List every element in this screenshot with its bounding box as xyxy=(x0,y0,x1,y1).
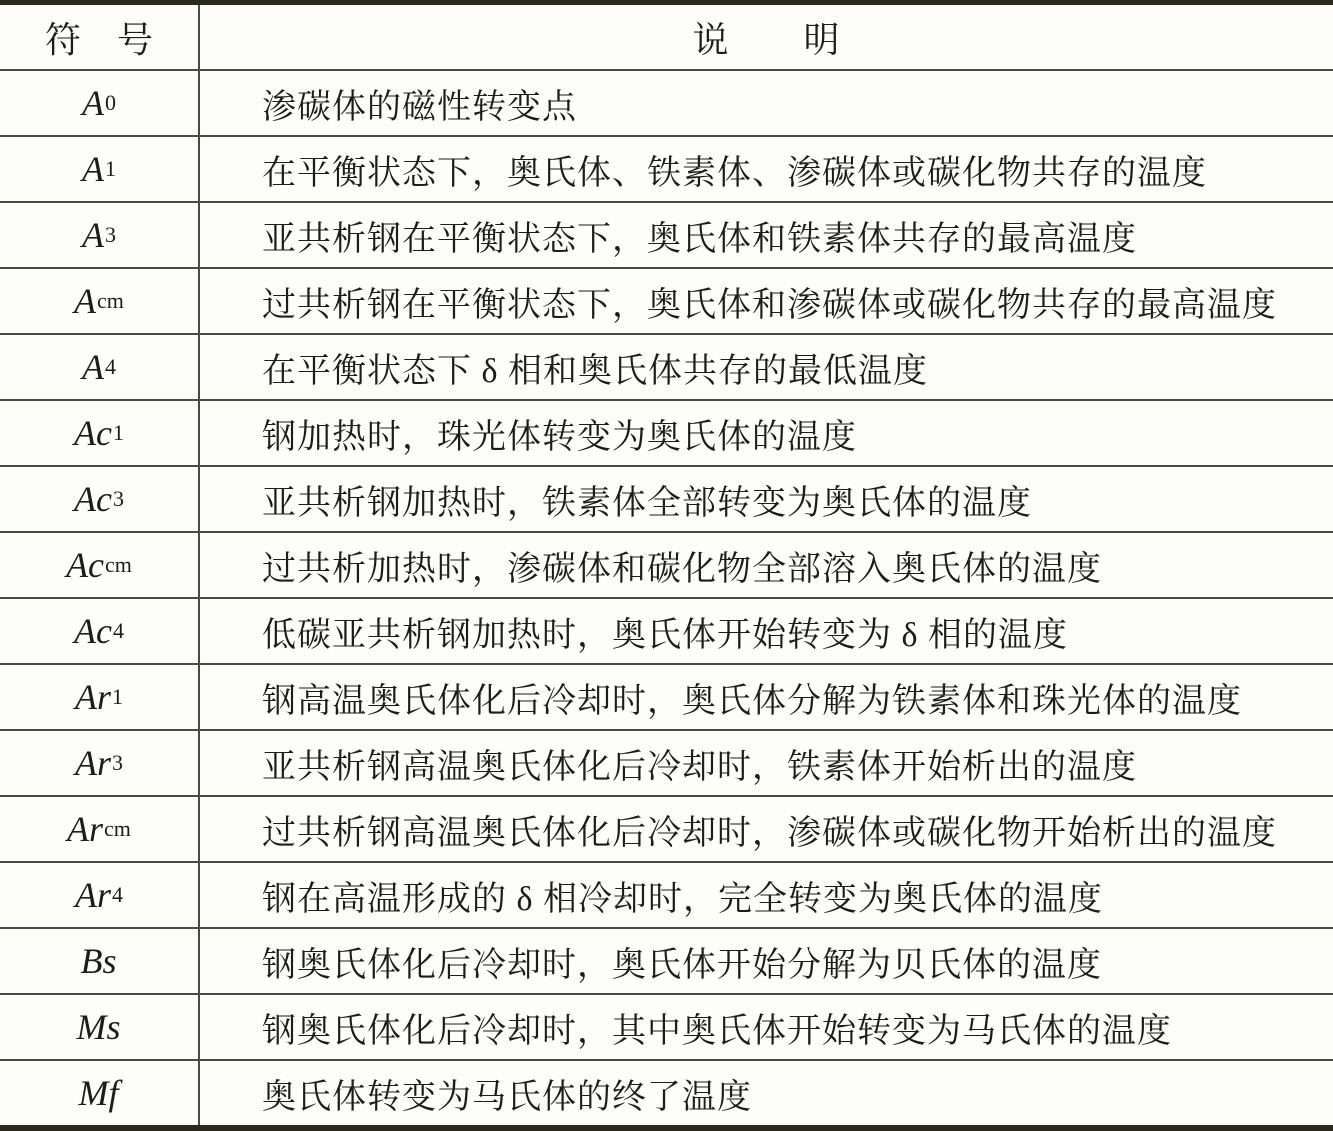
symbol-cell: A 4 xyxy=(0,335,200,399)
symbol-cell: Ar 3 xyxy=(0,731,200,795)
description-cell xyxy=(200,797,1333,861)
header-symbol: 符 号 xyxy=(0,5,200,69)
symbol-cell: A 0 xyxy=(0,71,200,135)
table-row xyxy=(0,203,1333,269)
symbol-base: A xyxy=(74,281,97,321)
symbol-cell: Ar cm xyxy=(0,797,200,861)
symbol-base: A xyxy=(82,215,104,255)
description-cell xyxy=(200,1061,1333,1125)
description-cell xyxy=(200,533,1333,597)
table-row xyxy=(0,731,1333,797)
symbol-cell xyxy=(0,929,200,993)
table-row xyxy=(0,665,1333,731)
description-text: 钢奥氏体化后冷却时，其中奥氏体开始转变为马氏体的温度 xyxy=(262,1012,1172,1050)
description-cell xyxy=(200,599,1333,663)
symbol-base: Ar xyxy=(75,743,111,783)
table-row xyxy=(0,401,1333,467)
description-cell xyxy=(200,467,1333,531)
symbol-base: A xyxy=(82,149,104,189)
symbol-base: Ac xyxy=(74,413,112,453)
symbol-base: Ar xyxy=(75,677,111,717)
description-cell xyxy=(200,269,1333,333)
description-cell xyxy=(200,203,1333,267)
description-cell xyxy=(200,665,1333,729)
table-row xyxy=(0,335,1333,401)
table-header-row xyxy=(0,5,1333,71)
symbol-base: A xyxy=(82,347,104,387)
description-cell xyxy=(200,335,1333,399)
symbol-cell: Ac 4 xyxy=(0,599,200,663)
description-text: 在平衡状态下，奥氏体、铁素体、渗碳体或碳化物共存的温度 xyxy=(262,154,1207,192)
symbol-base: Ac xyxy=(66,545,105,585)
symbol-base: Ar xyxy=(67,809,104,849)
description-text: 奥氏体转变为马氏体的终了温度 xyxy=(262,1078,752,1116)
description-cell xyxy=(200,995,1333,1059)
description-text: 钢在高温形成的 δ 相冷却时，完全转变为奥氏体的温度 xyxy=(262,880,1104,918)
symbol-base: Bs xyxy=(80,941,117,981)
description-text: 亚共析钢在平衡状态下，奥氏体和铁素体共存的最高温度 xyxy=(262,220,1137,258)
symbol-cell: Ac 3 xyxy=(0,467,200,531)
description-text: 钢奥氏体化后冷却时，奥氏体开始分解为贝氏体的温度 xyxy=(262,946,1102,984)
symbol-base: Ar xyxy=(75,875,111,915)
description-text: 在平衡状态下 δ 相和奥氏体共存的最低温度 xyxy=(262,352,929,390)
table-row xyxy=(0,863,1333,929)
description-cell xyxy=(200,71,1333,135)
table-row xyxy=(0,467,1333,533)
symbol-cell: Ac cm xyxy=(0,533,200,597)
symbol-cell: Ar 1 xyxy=(0,665,200,729)
description-text: 渗碳体的磁性转变点 xyxy=(262,88,577,126)
symbol-cell: Ar 4 xyxy=(0,863,200,927)
description-cell xyxy=(200,137,1333,201)
symbol-base: A xyxy=(82,83,104,123)
table-row xyxy=(0,995,1333,1061)
description-text: 亚共析钢加热时，铁素体全部转变为奥氏体的温度 xyxy=(262,484,1032,522)
symbol-cell xyxy=(0,1061,200,1125)
symbol-cell: Ac 1 xyxy=(0,401,200,465)
symbol-base: Ac xyxy=(74,479,112,519)
symbol-cell: A 1 xyxy=(0,137,200,201)
description-text: 亚共析钢高温奥氏体化后冷却时，铁素体开始析出的温度 xyxy=(262,748,1137,786)
description-text: 过共析钢在平衡状态下，奥氏体和渗碳体或碳化物共存的最高温度 xyxy=(262,286,1277,324)
description-text: 过共析加热时，渗碳体和碳化物全部溶入奥氏体的温度 xyxy=(262,550,1102,588)
table-row xyxy=(0,533,1333,599)
description-text: 钢高温奥氏体化后冷却时，奥氏体分解为铁素体和珠光体的温度 xyxy=(262,682,1242,720)
symbol-base: Ac xyxy=(74,611,112,651)
table-row xyxy=(0,1061,1333,1125)
table-row xyxy=(0,269,1333,335)
description-text: 钢加热时，珠光体转变为奥氏体的温度 xyxy=(262,418,857,456)
table-row xyxy=(0,137,1333,203)
symbol-cell: A cm xyxy=(0,269,200,333)
header-description: 说 明 xyxy=(692,19,841,60)
description-cell xyxy=(200,401,1333,465)
table-row xyxy=(0,599,1333,665)
table-row xyxy=(0,797,1333,863)
symbol-cell xyxy=(0,995,200,1059)
symbol-base: Mf xyxy=(78,1073,119,1113)
description-cell xyxy=(200,929,1333,993)
description-cell xyxy=(200,863,1333,927)
table-row xyxy=(0,929,1333,995)
symbol-base: Ms xyxy=(76,1007,121,1047)
description-text: 过共析钢高温奥氏体化后冷却时，渗碳体或碳化物开始析出的温度 xyxy=(262,814,1277,852)
symbol-cell: A 3 xyxy=(0,203,200,267)
description-text: 低碳亚共析钢加热时，奥氏体开始转变为 δ 相的温度 xyxy=(262,616,1069,654)
description-cell xyxy=(200,731,1333,795)
table-row xyxy=(0,71,1333,137)
